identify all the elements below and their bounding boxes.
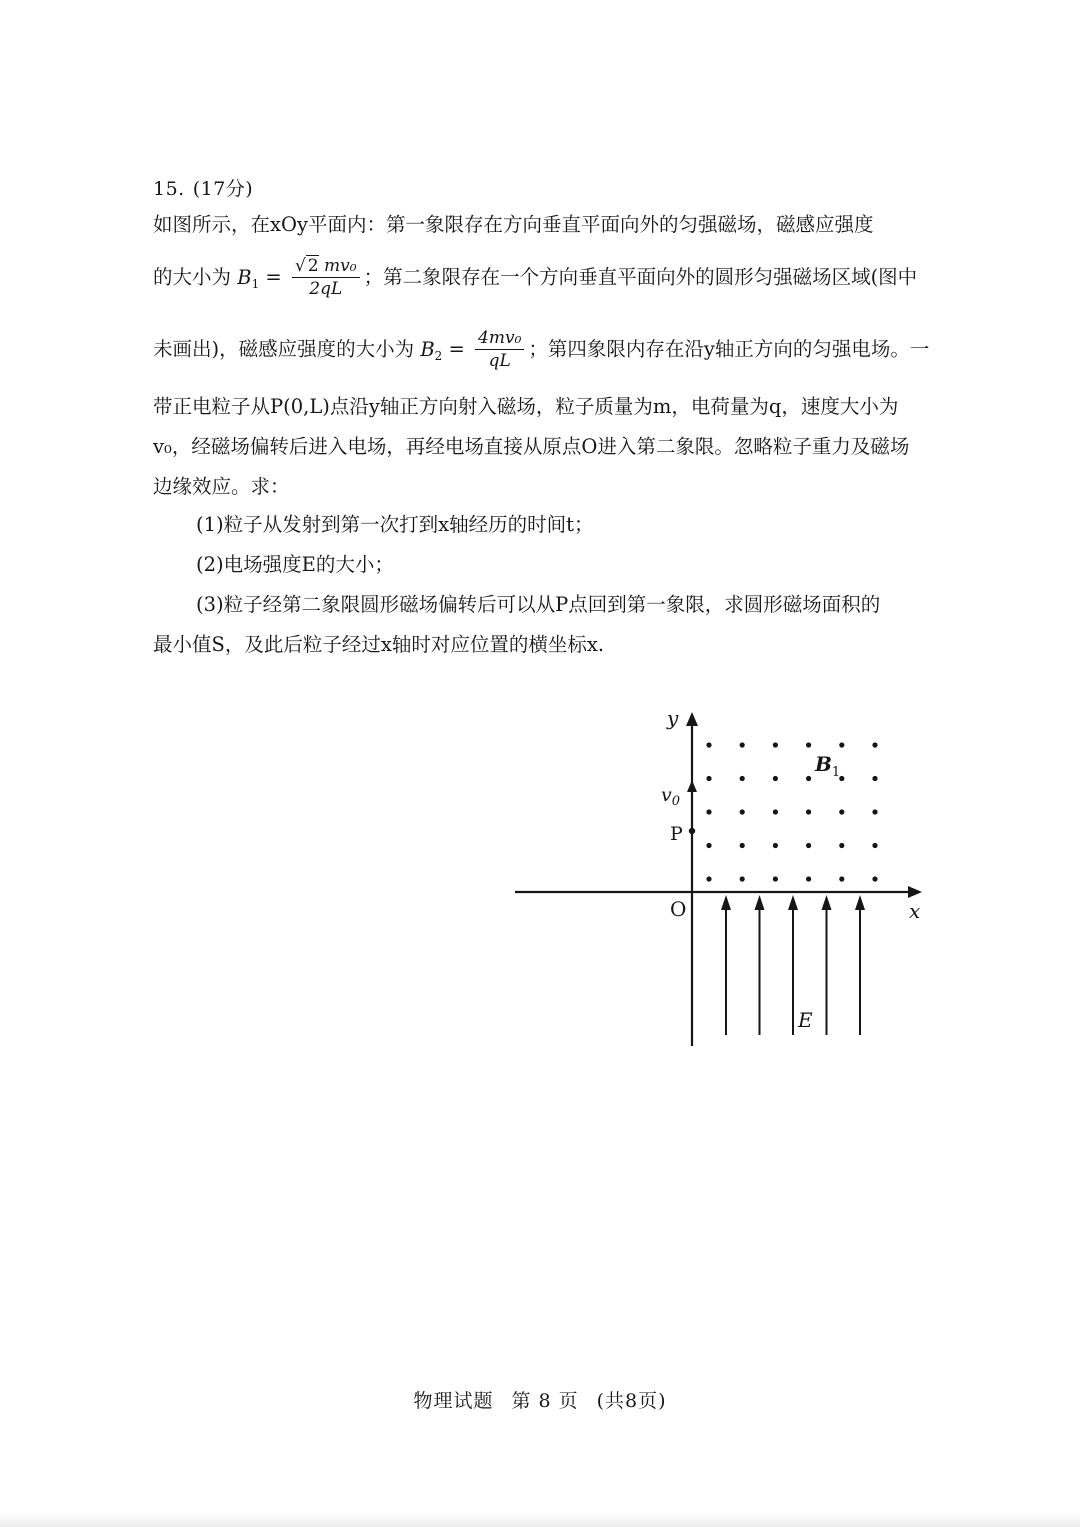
b-field-dot [773,876,778,881]
b2-equals: = [448,337,465,361]
b1-prefix: 的大小为 [153,265,232,289]
e-field-arrow [855,895,865,1035]
b-field-dot [740,776,745,781]
b-field-dot [806,876,811,881]
b-field-dot [839,809,844,814]
intro-line-1: 如图所示，在xOy平面内：第一象限存在方向垂直平面向外的匀强磁场，磁感应强度 [153,213,874,236]
b2-prefix: 未画出)，磁感应强度的大小为 [153,337,415,361]
b1-denominator: 2qL [309,279,343,299]
field-b1-label: $B_1$ [815,752,841,780]
b-field-dot [806,843,811,848]
footer-page: 第 8 页 [511,1390,579,1412]
x-axis-arrow-icon [908,886,922,898]
b-field-dot [773,742,778,747]
b1-symbol: $B_1$ [237,265,260,291]
b-field-dot [806,742,811,747]
b-field-dot [773,776,778,781]
text-line-5: v₀，经磁场偏转后进入电场，再经电场直接从原点O进入第二象限。忽略粒子重力及磁场 [153,435,910,458]
b2-suffix: ；第四象限内存在沿y轴正方向的匀强电场。一 [528,337,930,361]
field-e-label: E [798,1008,813,1032]
e-field-arrow [788,895,798,1035]
b-field-dot [806,776,811,781]
b-field-dot [872,742,877,747]
b1-equals: = [265,265,282,289]
b-field-dot [740,876,745,881]
b-field-dot [740,843,745,848]
b-field-dot [706,776,711,781]
b-field-dot [773,809,778,814]
footer-total: (共8页) [596,1390,667,1412]
b1-numerator: mv₀ [324,256,357,276]
b-field-dot [839,843,844,848]
b-field-dot [706,843,711,848]
b-field-dot [839,876,844,881]
b-field-dot [872,876,877,881]
b-field-dot [872,843,877,848]
point-p-label: P [670,823,683,845]
question-number: 15. [153,178,185,200]
b-field-dot [740,809,745,814]
magnetic-field-dots [706,742,877,881]
b2-numerator: 4mv₀ [475,330,524,350]
b-field-dot [872,776,877,781]
b-field-dot [773,843,778,848]
e-field-arrow [755,895,765,1035]
b-field-dot [806,809,811,814]
page-footer [0,1386,1080,1413]
sub-question-1: (1)粒子从发射到第一次打到x轴经历的时间t； [196,513,594,536]
b1-fraction: $\frac{\text{√ 2 mv₀}}{2qL}$ [292,258,360,298]
sub-question-3-line-1: (3)粒子经第二象限圆形磁场偏转后可以从P点回到第一象限，求圆形磁场面积的 [196,593,881,616]
b2-symbol: $B_2$ [420,337,443,363]
b-field-dot [872,809,877,814]
question-points: (17分) [192,178,254,200]
b2-denominator: qL [488,351,511,371]
sub-question-2: (2)电场强度E的大小； [196,553,394,576]
b1-sqrt-coef: 2 [307,256,319,276]
b1-suffix: ；第二象限存在一个方向垂直平面向外的圆形匀强磁场区域(图中 [363,265,918,289]
sub-question-3-line-2: 最小值S，及此后粒子经过x轴时对应位置的横坐标x. [153,633,605,656]
footer-subject: 物理试题 [413,1390,494,1412]
text-line-6: 边缘效应。求： [153,475,290,498]
b-field-dot [706,742,711,747]
text-line-4: 带正电粒子从P(0,L)点沿y轴正方向射入磁场，粒子质量为m，电荷量为q，速度大小为 [153,395,899,418]
e-field-arrow [822,895,832,1035]
y-axis-arrow-icon [686,712,698,726]
y-axis-label: y [667,706,679,730]
velocity-arrow-icon [687,780,697,792]
point-p-marker [689,828,695,834]
x-axis-label: x [909,899,921,923]
origin-label: O [670,897,687,921]
b-field-dot [839,742,844,747]
b-field-dot [706,809,711,814]
b-field-dot [740,742,745,747]
e-field-arrow [721,895,731,1035]
velocity-label: $v_0$ [661,784,681,809]
b-field-dot [706,876,711,881]
electric-field-arrows [721,895,865,1035]
